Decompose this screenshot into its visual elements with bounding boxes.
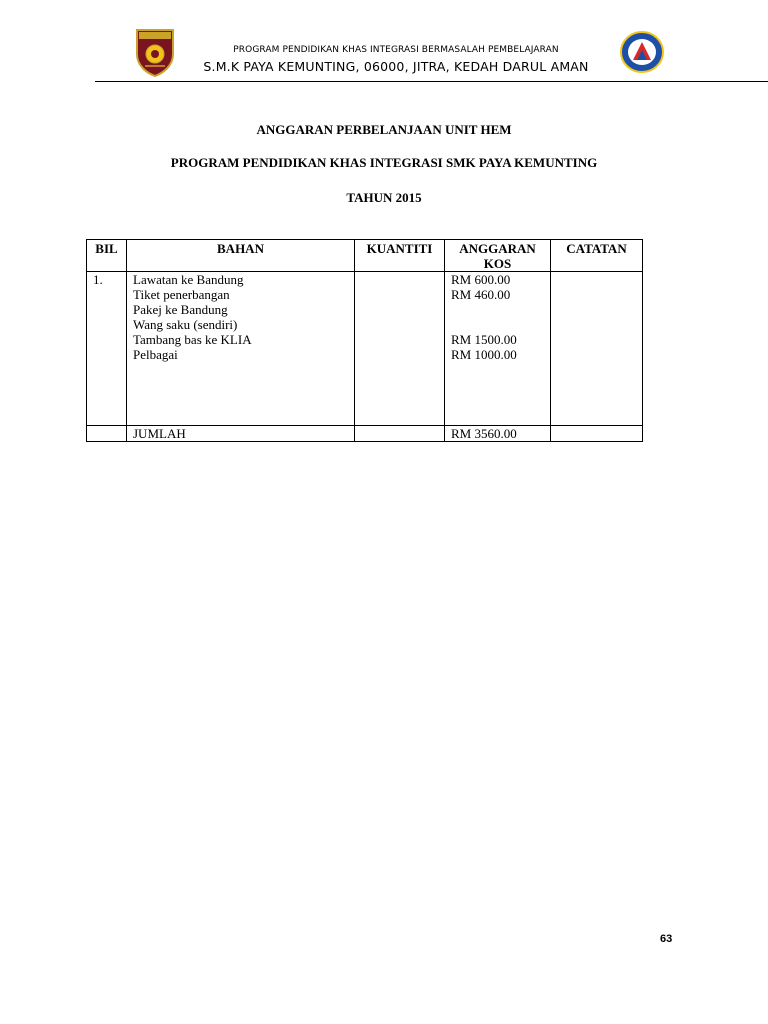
document-title: ANGGARAN PERBELANJAAN UNIT HEM (256, 122, 512, 137)
kos-line (451, 317, 544, 332)
kos-line: RM 1000.00 (451, 347, 517, 362)
cell-kuantiti (355, 272, 445, 426)
page-header (0, 0, 768, 84)
table-total-row (87, 426, 643, 442)
cell-bil: 1. (87, 272, 127, 426)
bahan-line: Tambang bas ke KLIA (133, 332, 252, 347)
header-divider (95, 81, 768, 82)
state-emblem-icon (619, 30, 665, 74)
kos-line: RM 460.00 (451, 287, 511, 302)
bahan-line: Tiket penerbangan (133, 287, 230, 302)
page-number: 63 (660, 933, 673, 945)
cell-kos (445, 272, 551, 426)
kos-line: RM 600.00 (451, 272, 511, 287)
bahan-line: Lawatan ke Bandung (133, 272, 244, 287)
cell-total-label: JUMLAH (127, 426, 355, 442)
school-crest-icon (133, 26, 177, 78)
header-anggaran-kos (445, 240, 551, 272)
document-subtitle: PROGRAM PENDIDIKAN KHAS INTEGRASI SMK PAYA KEMUNTING (170, 155, 598, 170)
header-kuantiti: KUANTITI (355, 240, 445, 272)
table-header-row (87, 240, 643, 272)
budget-table (86, 239, 643, 442)
kos-line: RM 1500.00 (451, 332, 517, 347)
cell-catatan (551, 272, 643, 426)
header-school-address: S.M.K PAYA KEMUNTING, 06000, JITRA, KEDAH DARUL AMAN (203, 59, 589, 74)
table-row (87, 272, 643, 426)
kos-line (451, 302, 544, 317)
cell-bahan (127, 272, 355, 426)
header-bahan: BAHAN (127, 240, 355, 272)
header-catatan: CATATAN (551, 240, 643, 272)
bahan-line: Wang saku (sendiri) (133, 317, 238, 332)
header-program-name: PROGRAM PENDIDIKAN KHAS INTEGRASI BERMASALAH PEMBELAJARAN (233, 45, 559, 55)
header-bil: BIL (87, 240, 127, 272)
cell-total-catatan (551, 426, 643, 442)
bahan-line: Pakej ke Bandung (133, 302, 228, 317)
cell-total-kuantiti (355, 426, 445, 442)
header-kos-line1: ANGGARAN (459, 241, 536, 256)
cell-total-bil (87, 426, 127, 442)
header-kos-line2: KOS (483, 256, 512, 271)
document-year: TAHUN 2015 (346, 190, 422, 205)
bahan-line: Pelbagai (133, 347, 178, 362)
cell-total-kos: RM 3560.00 (445, 426, 551, 442)
